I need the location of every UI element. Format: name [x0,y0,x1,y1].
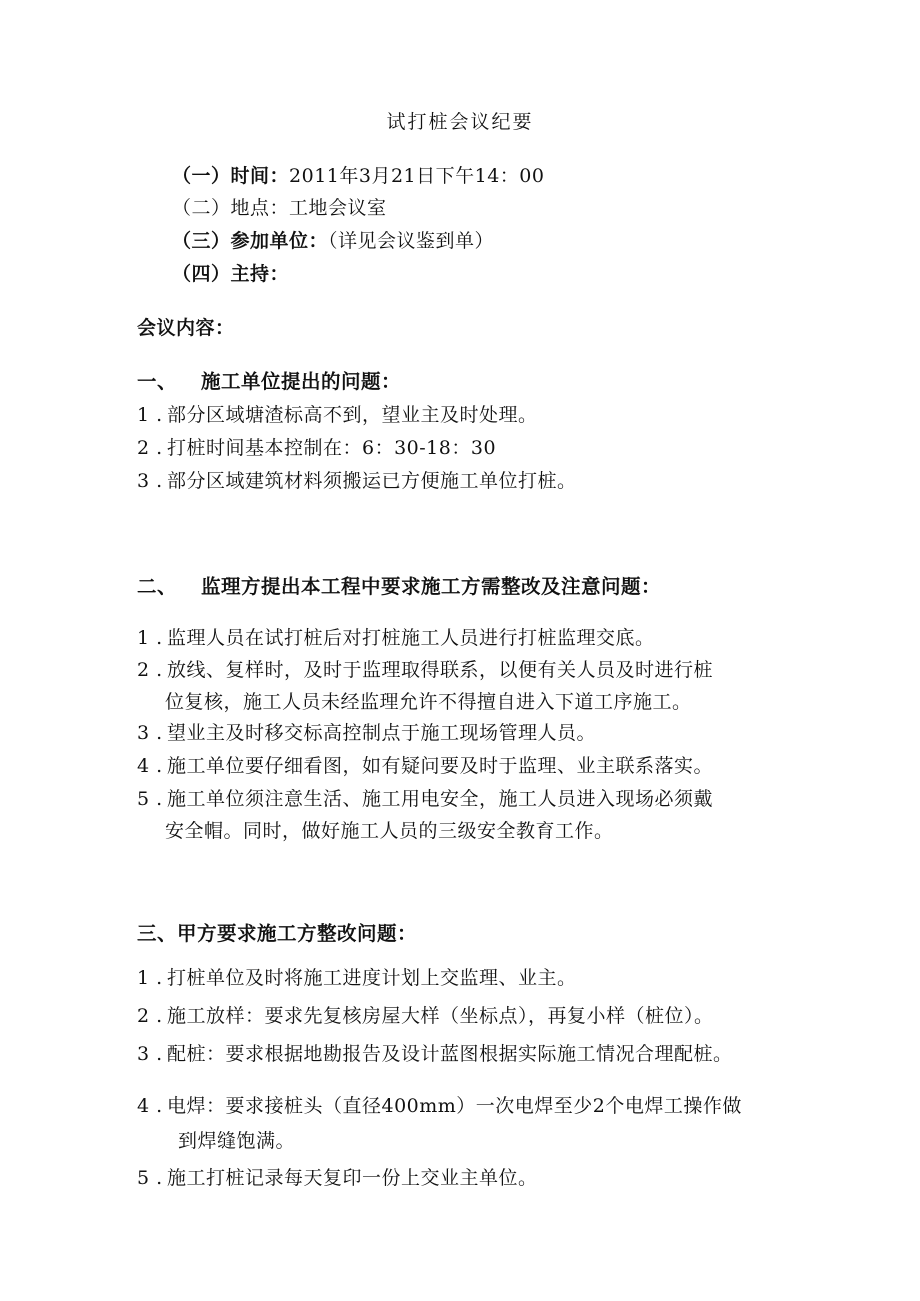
info-time-label: （一）时间： [172,165,290,187]
list-item-number: 3 . [137,722,163,744]
document-title: 试打桩会议纪要 [386,111,534,133]
info-place [172,194,387,222]
list-item-continuation: 到焊缝饱满。 [178,1130,296,1152]
list-item-continuation: 位复核，施工人员未经监理允许不得擅自进入下道工序施工。 [165,691,692,713]
info-place-value: 工地会议室 [289,197,387,219]
list-item-number: 2 . [137,659,163,681]
section1-heading [137,368,401,396]
list-item-text: 放线、复样时，及时于监理取得联系，以便有关人员及时进行桩 [167,659,714,681]
list-item [137,656,713,684]
list-item-text: 施工单位须注意生活、施工用电安全，施工人员进入现场必须戴 [167,788,714,810]
info-place-label: （二）地点： [172,197,290,219]
list-item-number: 5 . [137,788,163,810]
list-item-number: 3 . [137,470,163,492]
list-item-text: 打桩时间基本控制在：6：30-18：30 [167,437,497,459]
section1-number: 一、 [137,370,178,393]
info-units-label: （三）参加单位： [172,230,329,252]
list-item-text: 望业主及时移交标高控制点于施工现场管理人员。 [167,722,597,744]
list-item [137,1040,733,1068]
list-item-number: 2 . [137,1005,163,1027]
list-item-text: 部分区域塘渣标高不到，望业主及时处理。 [167,404,538,426]
list-item [137,624,655,652]
info-host [172,260,289,288]
list-item-text: 施工打桩记录每天复印一份上交业主单位。 [167,1167,538,1189]
info-time [172,162,545,190]
info-host-label: （四）主持： [172,263,290,285]
info-time-value: 2011年3月21日下午14：00 [289,165,545,187]
section2-heading [137,573,661,601]
list-item-continuation: 安全帽。同时，做好施工人员的三级安全教育工作。 [165,820,614,842]
list-item [137,964,577,992]
list-item [137,719,596,747]
section2-number: 二、 [137,575,178,598]
list-item-number: 1 . [137,404,163,426]
list-item-text: 配桩：要求根据地勘报告及设计蓝图根据实际施工情况合理配桩。 [167,1043,733,1065]
section3-heading: 三、甲方要求施工方整改问题： [137,922,418,945]
list-item-text: 施工单位要仔细看图，如有疑问要及时于监理、业主联系落实。 [167,755,714,777]
list-item [137,467,577,495]
list-item-text: 监理人员在试打桩后对打桩施工人员进行打桩监理交底。 [167,627,655,649]
list-item-number: 3 . [137,1043,163,1065]
list-item-number: 2 . [137,437,163,459]
content-heading: 会议内容： [137,317,235,339]
list-item-text: 部分区域建筑材料须搬运已方便施工单位打桩。 [167,470,577,492]
list-item-number: 4 . [137,755,163,777]
list-item [137,1002,714,1030]
list-item [137,434,496,462]
list-item [137,1092,742,1120]
info-units-value: （详见会议鉴到单） [328,230,495,252]
list-item [137,401,538,429]
list-item-number: 5 . [137,1167,163,1189]
section2-title: 监理方提出本工程中要求施工方需整改及注意问题： [201,575,662,598]
list-item-text: 施工放样：要求先复核房屋大样（坐标点），再复小样（桩位）。 [167,1005,714,1027]
list-item-number: 4 . [137,1095,163,1117]
list-item-text: 打桩单位及时将施工进度计划上交监理、业主。 [167,967,577,989]
section1-title: 施工单位提出的问题： [201,370,402,393]
list-item-text: 电焊：要求接桩头（直径400mm）一次电焊至少2个电焊工操作做 [167,1095,742,1117]
list-item [137,1164,538,1192]
info-units [172,227,494,255]
list-item-number: 1 . [137,627,163,649]
list-item [137,752,713,780]
list-item [137,785,713,813]
list-item-number: 1 . [137,967,163,989]
